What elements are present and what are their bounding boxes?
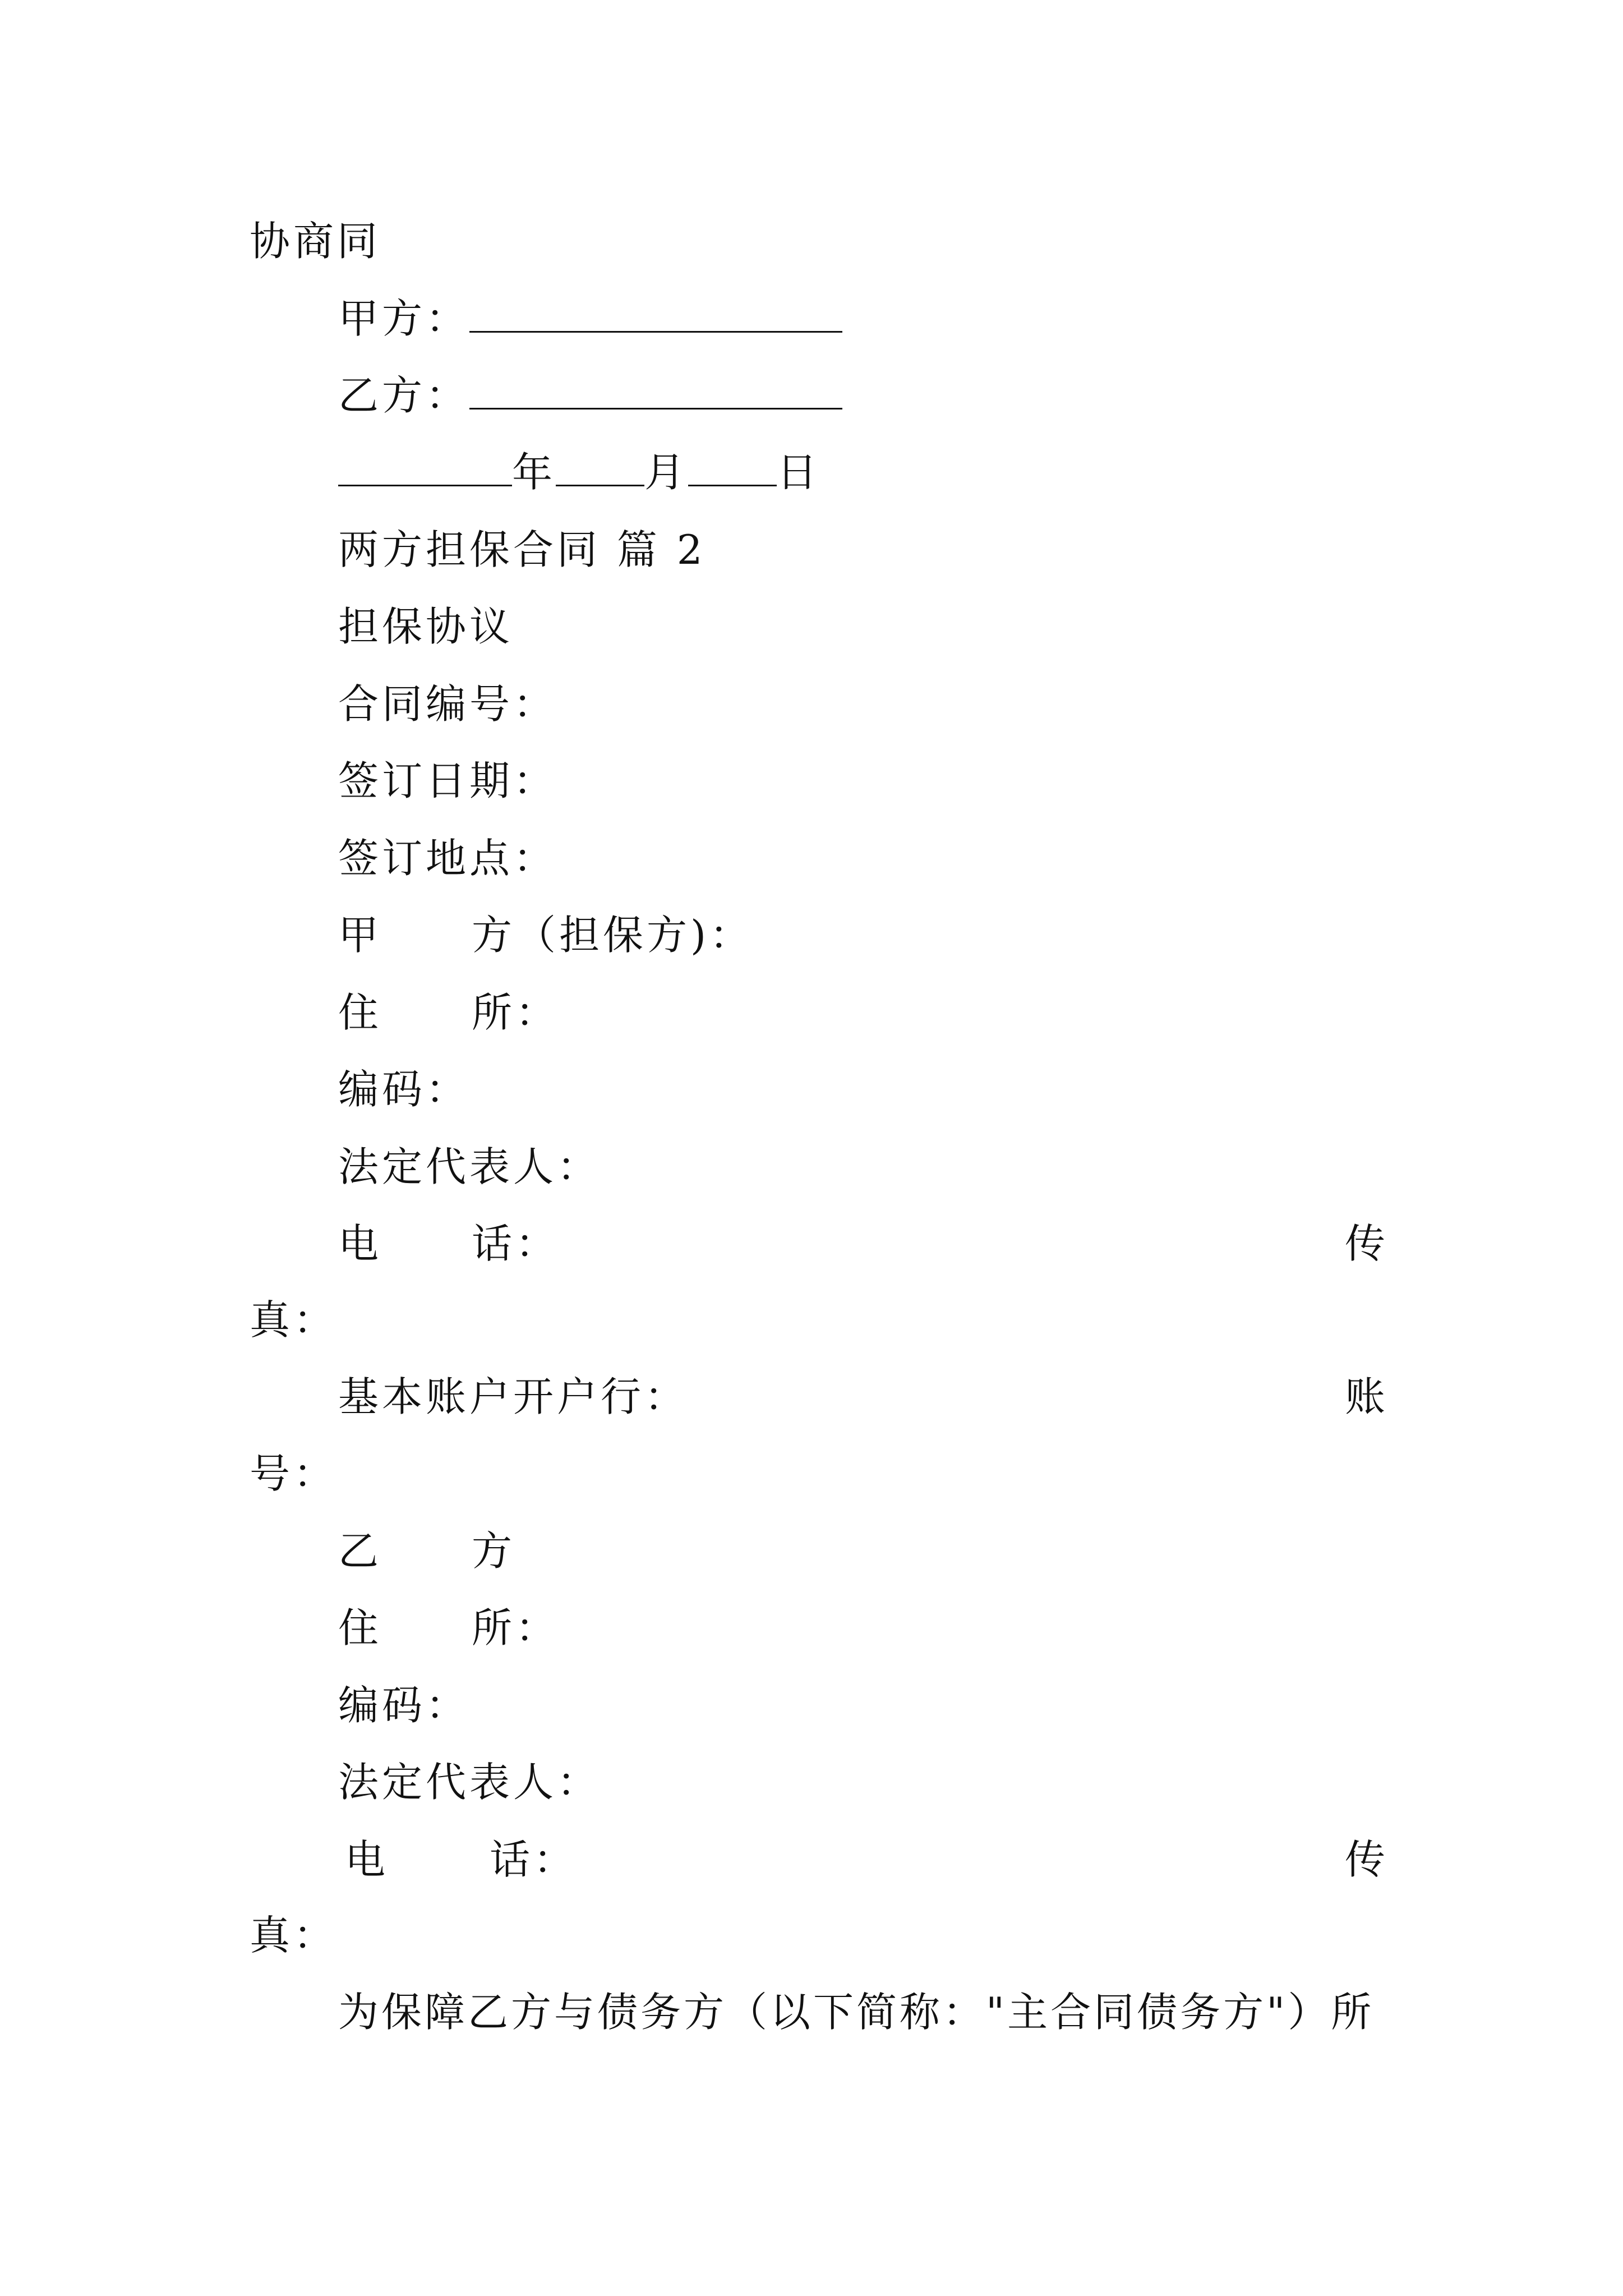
party-a-char: 甲 xyxy=(338,912,382,959)
party-a-address-line xyxy=(338,984,559,1041)
day-label: 日 xyxy=(777,449,821,496)
address-char-1: 住 xyxy=(338,1604,382,1651)
party-b-role: 方 xyxy=(472,1527,516,1575)
party-b-fax-tail: 真： xyxy=(250,1912,338,1959)
party-b-blank[interactable] xyxy=(469,369,842,409)
body-paragraph-start: 为保障乙方与债务方（以下简称："主合同债务方"）所 xyxy=(338,1989,1375,2036)
address-char-1: 住 xyxy=(338,989,382,1036)
sign-place-label: 签订地点： xyxy=(338,835,557,882)
party-a-fax-head: 传 xyxy=(1344,1220,1389,1267)
party-b-header-line xyxy=(338,1523,515,1579)
party-b-char: 乙 xyxy=(338,1527,382,1575)
party-a-code-label: 编码： xyxy=(338,1066,470,1113)
address-char-2: 所： xyxy=(472,989,560,1036)
party-b-tel-line xyxy=(345,1832,577,1888)
party-b-rep-label: 法定代表人： xyxy=(338,1759,601,1806)
heading-fragment: 协商同 xyxy=(250,218,381,265)
party-a-label: 甲方： xyxy=(338,295,470,342)
sign-date-label: 签订日期： xyxy=(338,757,557,804)
party-a-account-head: 账 xyxy=(1344,1373,1389,1420)
tel-char-1: 电 xyxy=(338,1220,382,1267)
section-title: 两方担保合同 篇 2 xyxy=(338,526,706,573)
year-label: 年 xyxy=(512,449,556,496)
tel-char-1: 电 xyxy=(345,1836,389,1883)
day-blank[interactable] xyxy=(688,445,777,486)
month-label: 月 xyxy=(644,449,689,496)
party-a-guarantor-line xyxy=(338,907,753,963)
tel-char-2: 话： xyxy=(472,1220,560,1267)
party-b-label: 乙方： xyxy=(338,372,470,419)
contract-no-label: 合同编号： xyxy=(338,680,557,728)
tel-char-2: 话： xyxy=(490,1836,578,1883)
party-b-address-line xyxy=(338,1600,559,1656)
year-blank[interactable] xyxy=(338,445,512,486)
agreement-title: 担保协议 xyxy=(338,603,514,650)
party-a-rep-label: 法定代表人： xyxy=(338,1143,601,1190)
party-a-role: 方（担保方)： xyxy=(472,912,754,959)
address-char-2: 所： xyxy=(472,1604,560,1651)
party-b-code-label: 编码： xyxy=(338,1682,470,1729)
date-line xyxy=(338,444,820,500)
party-a-account-tail: 号： xyxy=(250,1450,338,1497)
party-a-fax-tail: 真： xyxy=(250,1296,338,1343)
party-a-tel-line xyxy=(338,1216,559,1272)
party-b-fax-head: 传 xyxy=(1344,1836,1389,1883)
party-a-line xyxy=(338,291,842,347)
party-a-bank-label: 基本账户开户行： xyxy=(338,1373,689,1420)
party-b-line xyxy=(338,367,842,424)
party-a-blank[interactable] xyxy=(469,292,842,333)
month-blank[interactable] xyxy=(556,445,644,486)
